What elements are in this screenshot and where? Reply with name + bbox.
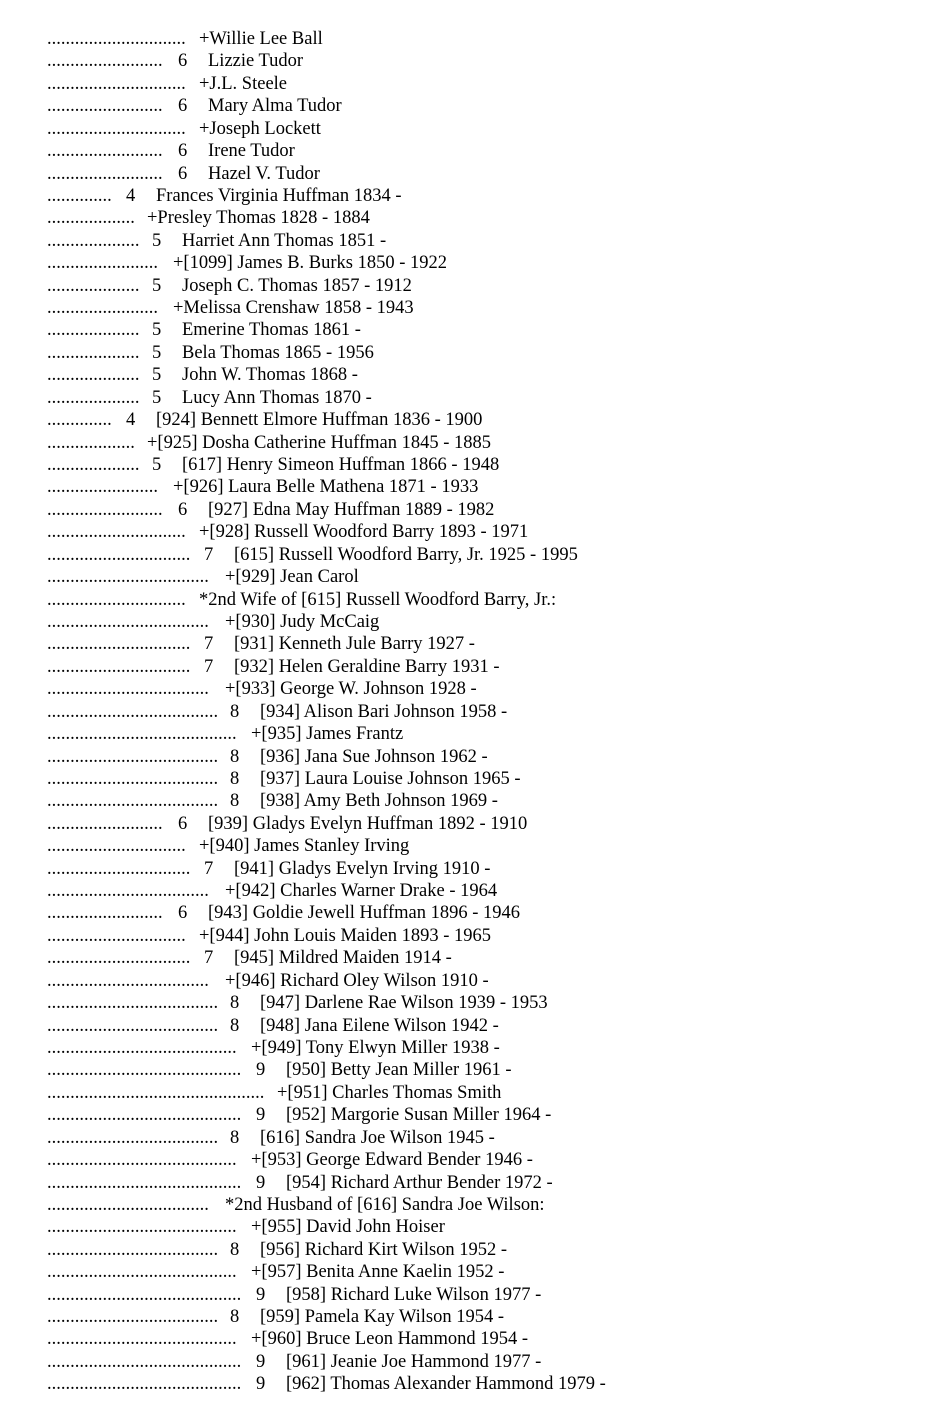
generation-number: 6	[178, 813, 188, 834]
person-name: Irene Tudor	[208, 141, 295, 162]
spouse-name: +[949] Tony Elwyn Miller 1938 -	[251, 1037, 500, 1058]
generation-number: 8	[230, 993, 240, 1014]
tree-entry	[0, 1127, 934, 1149]
leader-dots: .....................................	[47, 1307, 219, 1328]
person-name: [958] Richard Luke Wilson 1977 -	[286, 1284, 542, 1305]
tree-entry	[0, 140, 934, 162]
generation-number: 7	[204, 656, 214, 677]
person-name: [934] Alison Bari Johnson 1958 -	[260, 701, 508, 722]
generation-number: 8	[230, 1015, 240, 1036]
tree-entry	[0, 880, 934, 902]
spouse-name: +[933] George W. Johnson 1928 -	[225, 679, 477, 700]
leader-dots: ..............................	[47, 522, 186, 543]
tree-entry	[0, 50, 934, 72]
generation-number: 9	[256, 1374, 266, 1395]
generation-number: 5	[152, 365, 162, 386]
person-name: Emerine Thomas 1861 -	[182, 320, 361, 341]
tree-entry	[0, 73, 934, 95]
spouse-name: +Willie Lee Ball	[199, 29, 323, 49]
spouse-name: +[928] Russell Woodford Barry 1893 - 1971	[199, 522, 529, 543]
person-name: [950] Betty Jean Miller 1961 -	[286, 1060, 512, 1081]
spouse-name: +[942] Charles Warner Drake - 1964	[225, 881, 498, 902]
spouse-name: +[960] Bruce Leon Hammond 1954 -	[251, 1329, 529, 1350]
person-name: [962] Thomas Alexander Hammond 1979 -	[286, 1374, 606, 1395]
generation-number: 8	[230, 791, 240, 812]
leader-dots: ....................	[47, 230, 140, 251]
tree-entry	[0, 1261, 934, 1283]
generation-number: 7	[204, 544, 214, 565]
person-name: Joseph C. Thomas 1857 - 1912	[182, 275, 412, 296]
spouse-name: +J.L. Steele	[199, 73, 288, 94]
tree-entry	[0, 1216, 934, 1238]
tree-entry	[0, 342, 934, 364]
tree-entry	[0, 701, 934, 723]
generation-number: 6	[178, 163, 188, 184]
person-name: Harriet Ann Thomas 1851 -	[182, 230, 387, 251]
leader-dots: ..............................	[47, 589, 186, 610]
generation-number: 7	[204, 948, 214, 969]
leader-dots: ..............................	[47, 925, 186, 946]
spouse-name: +[944] John Louis Maiden 1893 - 1965	[199, 925, 492, 946]
tree-entry	[0, 1194, 934, 1216]
tree-entry	[0, 970, 934, 992]
leader-dots: ....................	[47, 275, 140, 296]
leader-dots: .....................................	[47, 768, 219, 789]
spouse-name: +[955] David John Hoiser	[251, 1217, 445, 1238]
generation-number: 5	[152, 230, 162, 251]
leader-dots: ........................	[47, 298, 158, 319]
spouse-note: *2nd Husband of [616] Sandra Joe Wilson:	[225, 1194, 545, 1215]
leader-dots: .....................................	[47, 1015, 219, 1036]
leader-dots: ...................................	[47, 679, 209, 700]
leader-dots: .........................	[47, 51, 163, 72]
generation-number: 9	[256, 1105, 266, 1126]
leader-dots: ........................	[47, 477, 158, 498]
spouse-name: +Joseph Lockett	[199, 118, 321, 139]
tree-entry	[0, 95, 934, 117]
leader-dots: .....................................	[47, 993, 219, 1014]
spouse-name: +[953] George Edward Bender 1946 -	[251, 1150, 533, 1171]
generation-number: 5	[152, 387, 162, 408]
tree-entry	[0, 409, 934, 431]
tree-entry	[0, 544, 934, 566]
tree-entry	[0, 902, 934, 924]
tree-entry	[0, 1306, 934, 1328]
person-name: [932] Helen Geraldine Barry 1931 -	[234, 656, 500, 677]
leader-dots: .........................................	[47, 1217, 237, 1238]
leader-dots: .....................................	[47, 746, 219, 767]
tree-entry	[0, 499, 934, 521]
leader-dots: .....................................	[47, 1239, 219, 1260]
tree-entry	[0, 925, 934, 947]
tree-entry	[0, 1037, 934, 1059]
person-name: Bela Thomas 1865 - 1956	[182, 342, 374, 363]
tree-entry	[0, 656, 934, 678]
tree-entry	[0, 992, 934, 1014]
leader-dots: ....................	[47, 365, 140, 386]
person-name: [945] Mildred Maiden 1914 -	[234, 948, 452, 969]
person-name: [936] Jana Sue Johnson 1962 -	[260, 746, 488, 767]
leader-dots: ..........................................	[47, 1105, 242, 1126]
leader-dots: ...............................	[47, 634, 191, 655]
leader-dots: .........................................	[47, 1037, 237, 1058]
tree-entry	[0, 835, 934, 857]
tree-entry	[0, 1149, 934, 1171]
tree-entry	[0, 118, 934, 140]
leader-dots: ....................	[47, 387, 140, 408]
tree-entry	[0, 1015, 934, 1037]
person-name: [952] Margorie Susan Miller 1964 -	[286, 1105, 552, 1126]
tree-entry	[0, 589, 934, 611]
generation-number: 9	[256, 1172, 266, 1193]
tree-entry	[0, 297, 934, 319]
spouse-name: +[957] Benita Anne Kaelin 1952 -	[251, 1262, 505, 1283]
leader-dots: ...................................	[47, 881, 209, 902]
person-name: [938] Amy Beth Johnson 1969 -	[260, 791, 498, 812]
person-name: [931] Kenneth Jule Barry 1927 -	[234, 634, 475, 655]
tree-entry	[0, 1082, 934, 1104]
person-name: John W. Thomas 1868 -	[182, 365, 358, 386]
tree-entry	[0, 633, 934, 655]
spouse-note: *2nd Wife of [615] Russell Woodford Barry, Jr.:	[199, 589, 557, 610]
leader-dots: ..............	[47, 185, 112, 206]
tree-entry	[0, 1328, 934, 1350]
leader-dots: ....................	[47, 342, 140, 363]
leader-dots: .........................................	[47, 1329, 237, 1350]
person-name: Mary Alma Tudor	[208, 96, 342, 117]
leader-dots: ..............	[47, 410, 112, 431]
leader-dots: .....................................	[47, 701, 219, 722]
leader-dots: ...................................	[47, 1194, 209, 1215]
person-name: [948] Jana Eilene Wilson 1942 -	[260, 1015, 499, 1036]
leader-dots: ..............................	[47, 836, 186, 857]
spouse-name: +[951] Charles Thomas Smith	[277, 1082, 502, 1103]
spouse-name: +[926] Laura Belle Mathena 1871 - 1933	[173, 477, 479, 498]
tree-entry	[0, 387, 934, 409]
leader-dots: ...................................	[47, 611, 209, 632]
spouse-name: +[946] Richard Oley Wilson 1910 -	[225, 970, 489, 991]
spouse-name: +[925] Dosha Catherine Huffman 1845 - 1885	[147, 432, 492, 453]
leader-dots: ..........................................	[47, 1060, 242, 1081]
person-name: [959] Pamela Kay Wilson 1954 -	[260, 1307, 504, 1328]
generation-number: 5	[152, 320, 162, 341]
generation-number: 7	[204, 634, 214, 655]
leader-dots: ...................................	[47, 567, 209, 588]
leader-dots: ...............................	[47, 948, 191, 969]
leader-dots: .........................................	[47, 724, 237, 745]
leader-dots: ...................	[47, 208, 135, 229]
tree-entry	[0, 723, 934, 745]
tree-entry	[0, 1373, 934, 1395]
generation-number: 9	[256, 1284, 266, 1305]
leader-dots: ...............................	[47, 544, 191, 565]
person-name: [615] Russell Woodford Barry, Jr. 1925 - 1995	[234, 544, 578, 565]
spouse-name: +Melissa Crenshaw 1858 - 1943	[173, 298, 414, 319]
tree-entry	[0, 790, 934, 812]
tree-entry	[0, 1239, 934, 1261]
tree-entry	[0, 1172, 934, 1194]
generation-number: 7	[204, 858, 214, 879]
tree-entry	[0, 611, 934, 633]
person-name: [947] Darlene Rae Wilson 1939 - 1953	[260, 993, 548, 1014]
leader-dots: ..........................................	[47, 1172, 242, 1193]
person-name: [937] Laura Louise Johnson 1965 -	[260, 768, 521, 789]
spouse-name: +[929] Jean Carol	[225, 567, 359, 588]
tree-entry	[0, 813, 934, 835]
generation-number: 4	[126, 185, 136, 206]
leader-dots: ........................	[47, 253, 158, 274]
spouse-name: +Presley Thomas 1828 - 1884	[147, 208, 370, 229]
leader-dots: ..............................	[47, 73, 186, 94]
leader-dots: ..........................................	[47, 1351, 242, 1372]
person-name: [617] Henry Simeon Huffman 1866 - 1948	[182, 455, 500, 476]
leader-dots: .........................	[47, 813, 163, 834]
leader-dots: .........................	[47, 96, 163, 117]
tree-entry	[0, 230, 934, 252]
tree-entry	[0, 454, 934, 476]
spouse-name: +[1099] James B. Burks 1850 - 1922	[173, 253, 448, 274]
tree-entry	[0, 566, 934, 588]
generation-number: 6	[178, 96, 188, 117]
person-name: [943] Goldie Jewell Huffman 1896 - 1946	[208, 903, 521, 924]
generation-number: 6	[178, 499, 188, 520]
leader-dots: ..........................................	[47, 1284, 242, 1305]
generation-number: 9	[256, 1060, 266, 1081]
leader-dots: ...................................	[47, 970, 209, 991]
person-name: [961] Jeanie Joe Hammond 1977 -	[286, 1351, 542, 1372]
generation-number: 8	[230, 746, 240, 767]
generation-number: 5	[152, 275, 162, 296]
leader-dots: ...............................	[47, 858, 191, 879]
tree-entry	[0, 432, 934, 454]
tree-entry	[0, 1284, 934, 1306]
leader-dots: .........................	[47, 163, 163, 184]
person-name: [927] Edna May Huffman 1889 - 1982	[208, 499, 495, 520]
generation-number: 8	[230, 768, 240, 789]
tree-entry	[0, 163, 934, 185]
generation-number: 5	[152, 342, 162, 363]
tree-entry	[0, 185, 934, 207]
tree-entry	[0, 1059, 934, 1081]
generation-number: 9	[256, 1351, 266, 1372]
generation-number: 4	[126, 410, 136, 431]
leader-dots: .....................................	[47, 791, 219, 812]
tree-entry	[0, 275, 934, 297]
person-name: [954] Richard Arthur Bender 1972 -	[286, 1172, 553, 1193]
person-name: Lizzie Tudor	[208, 51, 304, 72]
person-name: [956] Richard Kirt Wilson 1952 -	[260, 1239, 508, 1260]
person-name: [941] Gladys Evelyn Irving 1910 -	[234, 858, 491, 879]
leader-dots: .........................	[47, 141, 163, 162]
leader-dots: .........................................	[47, 1150, 237, 1171]
spouse-name: +[935] James Frantz	[251, 724, 404, 745]
leader-dots: .....................................	[47, 1127, 219, 1148]
tree-entry	[0, 252, 934, 274]
tree-entry	[0, 1351, 934, 1373]
tree-entry	[0, 678, 934, 700]
generation-number: 6	[178, 141, 188, 162]
generation-number: 6	[178, 51, 188, 72]
leader-dots: .........................	[47, 903, 163, 924]
tree-entry	[0, 768, 934, 790]
tree-entry	[0, 746, 934, 768]
leader-dots: ..............................	[47, 29, 186, 49]
generation-number: 6	[178, 903, 188, 924]
person-name: Lucy Ann Thomas 1870 -	[182, 387, 372, 408]
leader-dots: ...................	[47, 432, 135, 453]
generation-number: 8	[230, 1127, 240, 1148]
tree-entry	[0, 1104, 934, 1126]
leader-dots: .........................	[47, 499, 163, 520]
tree-entry	[0, 28, 934, 50]
tree-entry	[0, 319, 934, 341]
generation-number: 8	[230, 701, 240, 722]
tree-entry	[0, 207, 934, 229]
leader-dots: ....................	[47, 455, 140, 476]
descendant-tree	[0, 28, 934, 1396]
leader-dots: ....................	[47, 320, 140, 341]
tree-entry	[0, 364, 934, 386]
spouse-name: +[940] James Stanley Irving	[199, 836, 410, 857]
leader-dots: .........................................	[47, 1262, 237, 1283]
leader-dots: ...............................................	[47, 1082, 265, 1103]
leader-dots: ..............................	[47, 118, 186, 139]
person-name: [924] Bennett Elmore Huffman 1836 - 1900	[156, 410, 483, 431]
spouse-name: +[930] Judy McCaig	[225, 611, 380, 632]
generation-number: 8	[230, 1239, 240, 1260]
person-name: [616] Sandra Joe Wilson 1945 -	[260, 1127, 495, 1148]
person-name: [939] Gladys Evelyn Huffman 1892 - 1910	[208, 813, 528, 834]
generation-number: 8	[230, 1307, 240, 1328]
leader-dots: ...............................	[47, 656, 191, 677]
tree-entry	[0, 858, 934, 880]
tree-entry	[0, 476, 934, 498]
person-name: Hazel V. Tudor	[208, 163, 320, 184]
person-name: Frances Virginia Huffman 1834 -	[156, 185, 402, 206]
leader-dots: ..........................................	[47, 1374, 242, 1395]
tree-entry	[0, 521, 934, 543]
tree-entry	[0, 947, 934, 969]
generation-number: 5	[152, 455, 162, 476]
